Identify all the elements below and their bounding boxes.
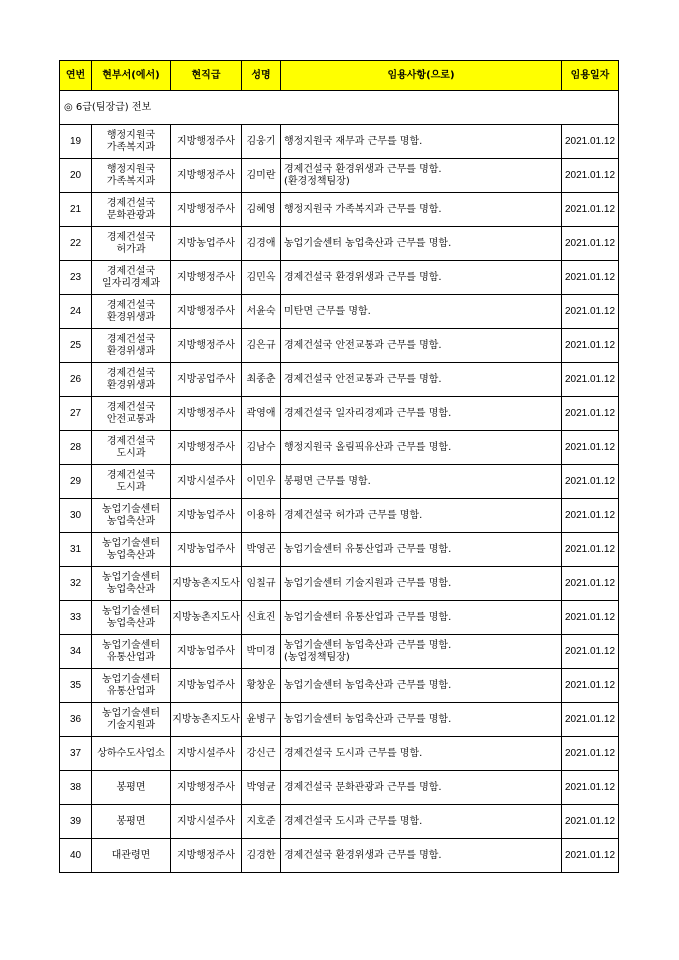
row-assignment-line1: 경제건설국 환경위생과 근무를 명함. [284,271,442,283]
row-dept-line2: 환경위생과 [106,311,156,323]
row-assignment [281,567,562,601]
table-row [60,431,619,465]
row-assignment-line1: 농업기술센터 농업축산과 근무를 명함. [284,237,452,249]
row-dept-line1: 봉평면 [116,781,146,793]
row-assignment-line1: 행정지원국 올림픽유산과 근무를 명함. [284,441,452,453]
row-assignment-line1: 농업기술센터 유통산업과 근무를 명함. [284,543,452,555]
row-dept [92,499,171,533]
row-no: 28 [60,431,92,465]
personnel-table [59,60,619,873]
table-row [60,839,619,873]
header-no: 연번 [60,61,92,91]
row-no: 33 [60,601,92,635]
row-no: 37 [60,737,92,771]
row-no: 29 [60,465,92,499]
row-assignment [281,159,562,193]
row-dept [92,159,171,193]
row-assignment-line1: 경제건설국 안전교통과 근무를 명함. [284,373,442,385]
row-assignment [281,363,562,397]
row-grade: 지방농촌지도사 [171,601,242,635]
row-dept [92,601,171,635]
row-dept [92,839,171,873]
row-date: 2021.01.12 [562,805,619,839]
row-dept [92,363,171,397]
row-dept-line1: 행정지원국 [106,129,156,141]
row-dept-line2: 환경위생과 [106,379,156,391]
row-dept [92,771,171,805]
header-row [60,61,619,91]
row-date: 2021.01.12 [562,601,619,635]
row-name: 이민우 [242,465,281,499]
row-name: 이용하 [242,499,281,533]
table-row [60,635,619,669]
row-dept [92,805,171,839]
row-date: 2021.01.12 [562,669,619,703]
row-dept-line2: 농업축산과 [106,549,156,561]
row-assignment [281,465,562,499]
row-name: 서윤숙 [242,295,281,329]
row-no: 31 [60,533,92,567]
row-dept-line2: 기술지원과 [106,719,156,731]
row-name: 윤병구 [242,703,281,737]
row-assignment [281,227,562,261]
row-dept-line2: 가족복지과 [106,175,156,187]
row-date: 2021.01.12 [562,533,619,567]
row-grade: 지방행정주사 [171,771,242,805]
row-dept-line1: 봉평면 [116,815,146,827]
row-dept [92,703,171,737]
row-grade: 지방공업주사 [171,363,242,397]
row-date: 2021.01.12 [562,329,619,363]
row-dept-line1: 경제건설국 [106,435,156,447]
header-grade: 현직급 [171,61,242,91]
row-dept-line2: 일자리경제과 [102,277,160,289]
row-dept-line1: 농업기술센터 [102,605,160,617]
row-assignment [281,635,562,669]
table-row [60,771,619,805]
row-no: 25 [60,329,92,363]
row-grade: 지방행정주사 [171,125,242,159]
row-dept-line2: 안전교통과 [106,413,156,425]
row-date: 2021.01.12 [562,295,619,329]
row-grade: 지방농업주사 [171,533,242,567]
row-no: 30 [60,499,92,533]
table-row [60,703,619,737]
row-name: 김혜영 [242,193,281,227]
row-assignment [281,839,562,873]
row-dept-line2: 환경위생과 [106,345,156,357]
row-date: 2021.01.12 [562,125,619,159]
row-dept [92,635,171,669]
row-dept [92,295,171,329]
row-assignment-line1: 행정지원국 가족복지과 근무를 명함. [284,203,442,215]
row-date: 2021.01.12 [562,703,619,737]
row-assignment-line2: (농업정책팀장) [284,651,350,663]
row-dept-line1: 경제건설국 [106,469,156,481]
row-grade: 지방농업주사 [171,669,242,703]
row-dept [92,227,171,261]
row-date: 2021.01.12 [562,261,619,295]
row-dept-line1: 경제건설국 [106,231,156,243]
row-dept-line1: 경제건설국 [106,333,156,345]
row-grade: 지방농촌지도사 [171,567,242,601]
row-dept [92,125,171,159]
row-no: 22 [60,227,92,261]
row-dept-line1: 상하수도사업소 [97,747,165,759]
row-assignment-line1: 봉평면 근무를 명함. [284,475,371,487]
row-date: 2021.01.12 [562,499,619,533]
table-row [60,261,619,295]
row-dept-line1: 농업기술센터 [102,503,160,515]
table-row [60,567,619,601]
table-row [60,499,619,533]
row-assignment-line1: 행정지원국 재무과 근무를 명함. [284,135,423,147]
row-date: 2021.01.12 [562,737,619,771]
header-dept: 현부서(에서) [92,61,171,91]
row-no: 39 [60,805,92,839]
row-dept-line1: 경제건설국 [106,401,156,413]
row-date: 2021.01.12 [562,193,619,227]
row-grade: 지방행정주사 [171,431,242,465]
row-assignment [281,295,562,329]
row-dept [92,465,171,499]
row-date: 2021.01.12 [562,431,619,465]
table-row [60,193,619,227]
table-row [60,465,619,499]
row-grade: 지방시설주사 [171,465,242,499]
row-grade: 지방행정주사 [171,329,242,363]
table-row [60,737,619,771]
row-no: 24 [60,295,92,329]
row-date: 2021.01.12 [562,839,619,873]
row-dept-line2: 유통산업과 [106,685,156,697]
row-assignment-line1: 경제건설국 일자리경제과 근무를 명함. [284,407,452,419]
row-grade: 지방농업주사 [171,499,242,533]
row-dept [92,431,171,465]
row-date: 2021.01.12 [562,159,619,193]
row-no: 27 [60,397,92,431]
row-dept-line2: 도시과 [116,447,146,459]
row-dept-line2: 문화관광과 [106,209,156,221]
row-assignment-line1: 농업기술센터 농업축산과 근무를 명함. [284,679,452,691]
row-dept [92,737,171,771]
row-dept-line2: 유통산업과 [106,651,156,663]
row-assignment-line1: 미탄면 근무를 명함. [284,305,371,317]
row-date: 2021.01.12 [562,397,619,431]
section-title: ◎ 6급(팀장급) 전보 [60,91,619,125]
row-grade: 지방농업주사 [171,227,242,261]
row-no: 21 [60,193,92,227]
row-no: 26 [60,363,92,397]
table-row [60,227,619,261]
row-assignment-line1: 경제건설국 도시과 근무를 명함. [284,747,423,759]
row-assignment [281,125,562,159]
row-assignment [281,737,562,771]
row-date: 2021.01.12 [562,465,619,499]
table-row [60,601,619,635]
row-date: 2021.01.12 [562,567,619,601]
row-assignment [281,431,562,465]
row-dept-line2: 농업축산과 [106,515,156,527]
row-assignment-line1: 경제건설국 허가과 근무를 명함. [284,509,423,521]
row-dept [92,567,171,601]
row-name: 김경애 [242,227,281,261]
row-dept-line1: 행정지원국 [106,163,156,175]
table-row [60,397,619,431]
table-row [60,159,619,193]
row-assignment [281,397,562,431]
row-name: 지호준 [242,805,281,839]
row-grade: 지방농촌지도사 [171,703,242,737]
row-assignment-line1: 경제건설국 환경위생과 근무를 명함. [284,849,442,861]
row-name: 김경한 [242,839,281,873]
row-grade: 지방시설주사 [171,805,242,839]
row-name: 강신근 [242,737,281,771]
row-name: 신효진 [242,601,281,635]
row-dept-line2: 허가과 [116,243,146,255]
row-grade: 지방행정주사 [171,295,242,329]
row-date: 2021.01.12 [562,771,619,805]
row-no: 20 [60,159,92,193]
row-name: 김미란 [242,159,281,193]
row-name: 박미경 [242,635,281,669]
row-assignment [281,805,562,839]
row-assignment [281,499,562,533]
header-date: 임용일자 [562,61,619,91]
table-row [60,125,619,159]
row-name: 김은규 [242,329,281,363]
row-grade: 지방행정주사 [171,839,242,873]
row-dept-line2: 도시과 [116,481,146,493]
row-assignment [281,261,562,295]
row-dept [92,669,171,703]
table-row [60,805,619,839]
row-assignment [281,771,562,805]
row-no: 40 [60,839,92,873]
row-dept-line2: 농업축산과 [106,583,156,595]
row-assignment-line2: (환경정책팀장) [284,175,350,187]
row-date: 2021.01.12 [562,363,619,397]
row-assignment [281,533,562,567]
row-dept-line1: 경제건설국 [106,367,156,379]
row-name: 황창운 [242,669,281,703]
row-dept-line1: 농업기술센터 [102,639,160,651]
row-grade: 지방시설주사 [171,737,242,771]
row-dept-line2: 가족복지과 [106,141,156,153]
row-assignment-line1: 경제건설국 환경위생과 근무를 명함. [284,163,442,175]
row-dept-line1: 경제건설국 [106,197,156,209]
row-name: 김민옥 [242,261,281,295]
row-assignment-line1: 경제건설국 안전교통과 근무를 명함. [284,339,442,351]
row-assignment [281,329,562,363]
row-name: 임칠규 [242,567,281,601]
row-no: 36 [60,703,92,737]
row-name: 김웅기 [242,125,281,159]
header-name: 성명 [242,61,281,91]
row-no: 34 [60,635,92,669]
row-no: 23 [60,261,92,295]
row-assignment-line1: 농업기술센터 기술지원과 근무를 명함. [284,577,452,589]
row-dept-line1: 농업기술센터 [102,673,160,685]
row-name: 김남수 [242,431,281,465]
section-row [60,91,619,125]
row-assignment [281,669,562,703]
row-assignment-line1: 경제건설국 문화관광과 근무를 명함. [284,781,442,793]
row-assignment-line1: 경제건설국 도시과 근무를 명함. [284,815,423,827]
row-grade: 지방행정주사 [171,397,242,431]
row-name: 최종춘 [242,363,281,397]
row-grade: 지방행정주사 [171,261,242,295]
table-row [60,363,619,397]
row-assignment [281,193,562,227]
row-dept [92,329,171,363]
row-assignment [281,703,562,737]
row-date: 2021.01.12 [562,635,619,669]
row-no: 35 [60,669,92,703]
row-no: 38 [60,771,92,805]
table-row [60,669,619,703]
row-assignment [281,601,562,635]
header-assignment: 임용사항(으로) [281,61,562,91]
row-dept-line1: 농업기술센터 [102,571,160,583]
table-row [60,533,619,567]
row-name: 박영균 [242,771,281,805]
row-dept [92,193,171,227]
row-dept [92,397,171,431]
row-name: 곽영애 [242,397,281,431]
row-dept-line1: 농업기술센터 [102,707,160,719]
row-date: 2021.01.12 [562,227,619,261]
row-name: 박영곤 [242,533,281,567]
row-assignment-line1: 농업기술센터 농업축산과 근무를 명함. [284,639,452,651]
table-row [60,295,619,329]
row-no: 32 [60,567,92,601]
row-dept-line1: 농업기술센터 [102,537,160,549]
row-assignment-line1: 농업기술센터 농업축산과 근무를 명함. [284,713,452,725]
row-dept [92,533,171,567]
row-assignment-line1: 농업기술센터 유통산업과 근무를 명함. [284,611,452,623]
row-grade: 지방행정주사 [171,159,242,193]
table-row [60,329,619,363]
row-dept-line1: 경제건설국 [106,299,156,311]
row-grade: 지방농업주사 [171,635,242,669]
row-dept-line2: 농업축산과 [106,617,156,629]
row-dept-line1: 대관령면 [111,849,151,861]
row-dept [92,261,171,295]
row-dept-line1: 경제건설국 [106,265,156,277]
row-no: 19 [60,125,92,159]
row-grade: 지방행정주사 [171,193,242,227]
